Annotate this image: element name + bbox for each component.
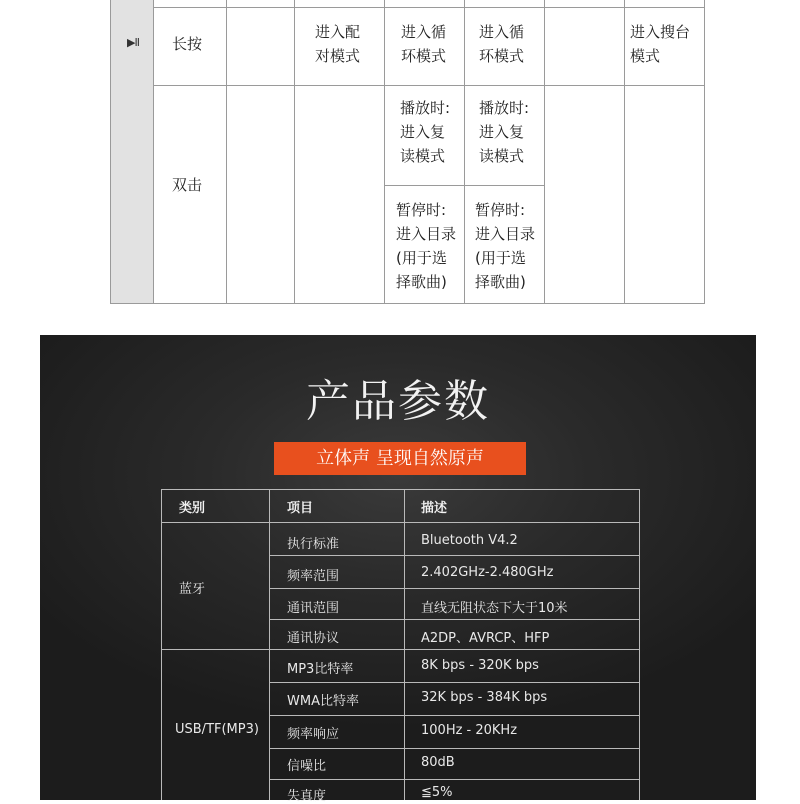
- control-table: [110, 0, 705, 304]
- play-pause-icon: ▶II: [127, 36, 139, 49]
- table-row-desc: 直线无阻状态下大于10米: [421, 601, 568, 616]
- table-row-desc: 32K bps - 384K bps: [421, 690, 548, 705]
- table-row-item: 执行标准: [287, 537, 340, 552]
- cell-loop-mode-1: 进入循 环模式: [401, 23, 447, 65]
- table-row-item: 频率范围: [287, 569, 340, 584]
- table-row-item: 信噪比: [287, 759, 327, 774]
- table-row-desc: ≦5%: [421, 785, 453, 800]
- table-row-item: 频率响应: [287, 727, 340, 742]
- table-row-item: 失真度: [287, 789, 327, 804]
- table-row-item: MP3比特率: [287, 662, 354, 677]
- cell-directory-mode-2: 暂停时: 进入目录 (用于选 择歌曲): [475, 201, 536, 291]
- action-double-click: 双击: [172, 176, 203, 194]
- table-row-desc: 100Hz - 20KHz: [421, 723, 518, 738]
- category-bluetooth: 蓝牙: [179, 582, 206, 597]
- cell-directory-mode-1: 暂停时: 进入目录 (用于选 择歌曲): [396, 201, 457, 291]
- category-usb: USB/TF(MP3): [175, 722, 259, 737]
- button-column: [110, 0, 154, 304]
- table-row-item: WMA比特率: [287, 694, 359, 709]
- table-row-desc: A2DP、AVRCP、HFP: [421, 631, 550, 646]
- table-row-item: 通讯范围: [287, 601, 340, 616]
- header-description: 描述: [421, 501, 448, 516]
- spec-title: 产品参数: [306, 376, 490, 427]
- cell-pair-mode: 进入配 对模式: [315, 23, 361, 65]
- spec-section: [40, 335, 756, 804]
- header-item: 项目: [287, 501, 314, 516]
- table-row-desc: Bluetooth V4.2: [421, 533, 518, 548]
- table-row-item: 通讯协议: [287, 631, 340, 646]
- header-category: 类别: [179, 501, 206, 516]
- spec-banner: 立体声 呈现自然原声: [274, 442, 526, 475]
- table-row-desc: 80dB: [421, 755, 455, 770]
- action-long-press: 长按: [172, 35, 203, 53]
- cell-repeat-mode-2: 播放时: 进入复 读模式: [479, 99, 530, 165]
- spec-table: [161, 489, 641, 804]
- cell-search-mode: 进入搜台 模式: [630, 23, 691, 65]
- table-row-desc: 8K bps - 320K bps: [421, 658, 539, 673]
- table-row-desc: 2.402GHz-2.480GHz: [421, 565, 554, 580]
- cell-loop-mode-2: 进入循 环模式: [479, 23, 525, 65]
- cell-repeat-mode-1: 播放时: 进入复 读模式: [400, 99, 451, 165]
